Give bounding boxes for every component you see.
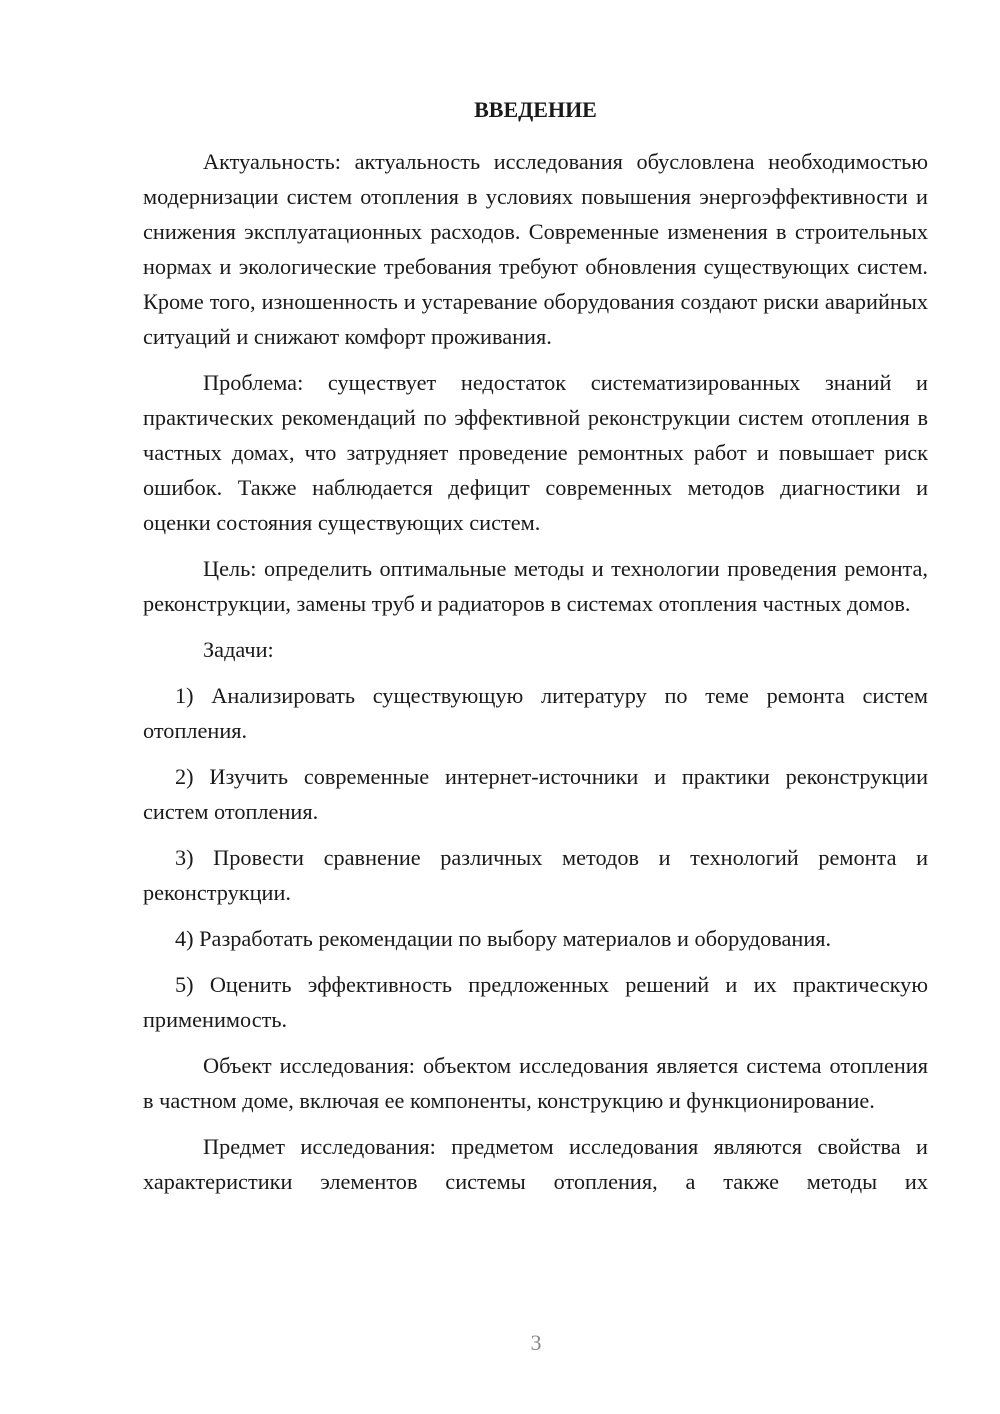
paragraph-problem: Проблема: существует недостаток систематизированных знаний и практических рекомендаций по эффективной реконструкции систем отопления в частных домах, что затрудняет проведение ремонтных работ и повышает риск ошибок. Также наблюдается дефицит современных методов диагностики и оценки состояния существующих систем. xyxy=(143,370,928,535)
task-item-4: 4) Разработать рекомендации по выбору материалов и оборудования. xyxy=(175,926,832,951)
paragraph-goal: Цель: определить оптимальные методы и технологии проведения ремонта, реконструкции, замены труб и радиаторов в системах отопления частных домов. xyxy=(143,556,928,616)
task-item-3: 3) Провести сравнение различных методов и технологий ремонта и реконструкции. xyxy=(143,845,928,905)
task-item-1: 1) Анализировать существующую литературу по теме ремонта систем отопления. xyxy=(143,683,928,743)
paragraph-object: Объект исследования: объектом исследования является система отопления в частном доме, включая ее компоненты, конструкцию и функционирование. xyxy=(143,1053,928,1113)
paragraph-relevance: Актуальность: актуальность исследования обусловлена необходимостью модернизации систем отопления в условиях повышения энергоэффективности и снижения эксплуатационных расходов. Современные изменения в строительных нормах и экологические требования требуют обновления существующих систем. Кроме того, изношенность и устаревание оборудования создают риски аварийных ситуаций и снижают комфорт проживания. xyxy=(143,149,928,349)
document-page xyxy=(143,92,928,1210)
task-item-2: 2) Изучить современные интернет-источники и практики реконструкции систем отопления. xyxy=(143,764,928,824)
paragraph-subject: Предмет исследования: предметом исследования являются свойства и характеристики элементов системы отопления, а также методы их xyxy=(143,1134,928,1194)
task-item-5: 5) Оценить эффективность предложенных решений и их практическую применимость. xyxy=(143,972,928,1032)
page-number: 3 xyxy=(530,1330,542,1355)
tasks-heading: Задачи: xyxy=(203,637,274,662)
document-title: ВВЕДЕНИЕ xyxy=(474,97,597,122)
